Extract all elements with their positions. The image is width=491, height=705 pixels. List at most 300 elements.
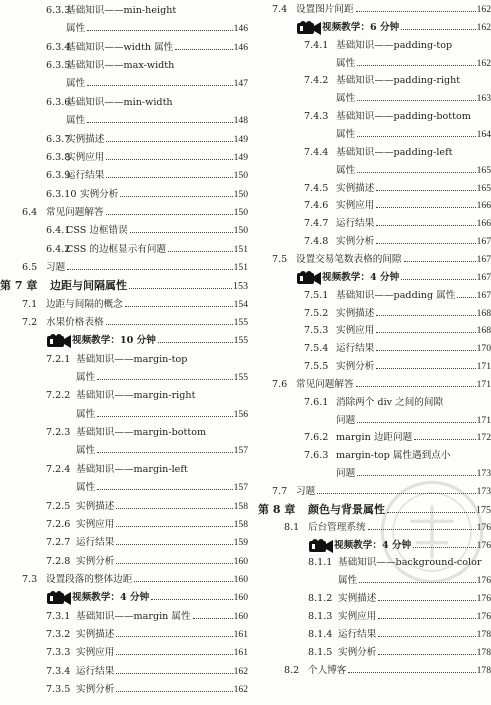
section-number: 7.4.8 xyxy=(304,236,329,248)
page-number: 167 xyxy=(476,289,491,301)
section-number: 8.1.3 xyxy=(308,610,333,622)
section-number: 7.4.5 xyxy=(304,182,329,194)
entry-title: 属性 xyxy=(338,575,358,587)
toc-entry[interactable] xyxy=(252,340,491,358)
toc-entry[interactable] xyxy=(252,108,491,126)
toc-entry[interactable] xyxy=(0,461,248,479)
toc-entry[interactable] xyxy=(0,94,248,112)
toc-entry[interactable] xyxy=(252,626,491,644)
section-number: 6.4.1 xyxy=(46,225,71,237)
dot-leader xyxy=(376,243,475,244)
toc-entry[interactable] xyxy=(0,351,248,369)
dot-leader xyxy=(359,582,475,583)
toc-entry-continuation[interactable] xyxy=(0,406,248,424)
entry-title: 后台管理系统 xyxy=(308,521,366,533)
page-number: 176 xyxy=(476,610,491,622)
entry-title: 基础知识——max-width xyxy=(66,60,175,72)
entry-title: 实例分析 xyxy=(76,684,115,695)
section-number: 6.3.5 xyxy=(46,60,71,72)
toc-entry-continuation[interactable] xyxy=(252,412,491,430)
toc-entry[interactable] xyxy=(252,144,491,162)
toc-entry[interactable] xyxy=(252,608,491,626)
toc-entry[interactable] xyxy=(252,519,491,537)
toc-entry[interactable] xyxy=(252,251,491,269)
toc-entry[interactable] xyxy=(252,447,491,465)
toc-entry-continuation[interactable] xyxy=(0,112,248,130)
section-number: 7.4.1 xyxy=(304,39,329,51)
page-number: 158 xyxy=(233,518,248,530)
entry-title: 基础知识——margin-top xyxy=(76,353,188,365)
section-number: 6.3.9 xyxy=(46,170,71,182)
section-number: 7.4.7 xyxy=(304,218,329,230)
toc-entry[interactable] xyxy=(0,424,248,442)
entry-title: 实例分析 xyxy=(336,236,375,248)
section-number: 6.5 xyxy=(22,261,38,273)
toc-entry[interactable] xyxy=(0,498,248,516)
entry-title: 运行结果 xyxy=(336,218,375,230)
page-number: 151 xyxy=(233,243,248,255)
page-number: 178 xyxy=(476,646,491,658)
entry-title: 颜色与背景属性 xyxy=(308,502,385,516)
entry-title: margin 边距问题 xyxy=(336,432,413,444)
dot-leader xyxy=(368,529,476,530)
toc-entry[interactable] xyxy=(0,222,248,240)
entry-title: 运行结果 xyxy=(76,537,115,549)
entry-title: 习题 xyxy=(46,261,66,273)
dot-leader xyxy=(378,618,475,619)
section-number: 6.3.3 xyxy=(46,5,71,16)
section-number: 7.3.5 xyxy=(46,684,71,695)
section-number: 7.2.8 xyxy=(46,555,71,567)
section-number: 7.2.6 xyxy=(46,518,71,530)
dot-leader xyxy=(378,654,475,655)
entry-title: 基础知识——margin-right xyxy=(76,390,196,402)
toc-entry[interactable] xyxy=(0,571,248,589)
dot-leader xyxy=(97,379,232,380)
section-number: 6.3.10 xyxy=(46,188,77,200)
page-number: 178 xyxy=(476,664,491,676)
toc-entry[interactable] xyxy=(252,37,491,55)
toc-entry[interactable] xyxy=(0,131,248,149)
toc-video-entry[interactable] xyxy=(252,19,491,37)
dot-leader xyxy=(401,29,475,30)
dot-leader xyxy=(376,332,475,333)
page-number: 157 xyxy=(233,482,248,494)
toc-entry[interactable] xyxy=(0,57,248,75)
entry-title: 属性 xyxy=(66,115,86,127)
entry-title: 实例分析 xyxy=(76,555,115,567)
toc-entry[interactable] xyxy=(0,553,248,571)
page-number: 151 xyxy=(233,261,248,273)
entry-title: 实例应用 xyxy=(338,610,377,622)
dot-leader xyxy=(106,324,233,325)
page-number: 148 xyxy=(233,115,248,127)
dot-leader xyxy=(193,618,233,619)
toc-entry[interactable] xyxy=(0,39,248,57)
page-number: 173 xyxy=(476,468,491,480)
page-number: 176 xyxy=(476,575,491,587)
section-number: 7.3.1 xyxy=(46,610,71,622)
toc-entry[interactable] xyxy=(252,662,491,680)
toc-entry[interactable] xyxy=(0,186,248,204)
page-number: 164 xyxy=(476,129,491,140)
section-number: 7.5.2 xyxy=(304,307,329,319)
toc-video-entry[interactable] xyxy=(252,269,491,287)
section-number: 7.2.1 xyxy=(46,353,71,365)
dot-leader xyxy=(87,85,232,86)
entry-title: 基础知识——background-color xyxy=(338,557,482,569)
dot-leader xyxy=(116,563,232,564)
section-number: 7.4.6 xyxy=(304,200,329,212)
entry-title: 常见问题解答 xyxy=(46,206,104,218)
dot-leader xyxy=(87,122,232,123)
toc-entry[interactable] xyxy=(0,663,248,681)
section-number: 7.6.3 xyxy=(304,450,329,462)
dot-leader xyxy=(356,386,476,387)
dot-leader xyxy=(376,207,475,208)
page-number: 175 xyxy=(476,504,491,516)
entry-title: 问题 xyxy=(336,468,356,480)
entry-title: 视频教学：4 分钟 xyxy=(72,592,150,604)
dot-leader xyxy=(106,141,232,142)
entry-title: 属性 xyxy=(76,482,96,494)
dot-leader xyxy=(97,489,232,490)
page-number: 160 xyxy=(233,573,248,585)
toc-chapter-heading[interactable] xyxy=(252,501,491,519)
toc-entry[interactable] xyxy=(252,233,491,251)
dot-leader xyxy=(168,251,232,252)
dot-leader xyxy=(357,100,475,101)
dot-leader xyxy=(414,439,475,440)
dot-leader xyxy=(376,315,475,316)
entry-title: 视频教学：10 分钟 xyxy=(72,335,156,347)
dot-leader xyxy=(356,11,476,12)
page-number: 178 xyxy=(476,628,491,640)
toc-entry[interactable] xyxy=(252,429,491,447)
dot-leader xyxy=(87,30,232,31)
toc-entry-continuation[interactable] xyxy=(252,90,491,108)
page-number: 168 xyxy=(476,325,491,337)
dot-leader xyxy=(97,452,232,453)
page-number: 170 xyxy=(476,343,491,355)
entry-title: 属性 xyxy=(66,78,86,90)
entry-title: 属性 xyxy=(76,445,96,457)
section-number: 7.5 xyxy=(272,253,288,265)
toc-entry[interactable] xyxy=(0,387,248,405)
section-number: 6.3.7 xyxy=(46,133,71,145)
dot-leader xyxy=(376,190,475,191)
section-number: 7.5.1 xyxy=(304,289,329,301)
entry-title: 实例应用 xyxy=(76,518,115,530)
page-number: 154 xyxy=(233,298,248,310)
dot-leader xyxy=(376,350,475,351)
section-number: 8.1.2 xyxy=(308,593,333,605)
dot-leader xyxy=(413,547,475,548)
dot-leader xyxy=(317,493,475,494)
entry-title: CSS 边框错误 xyxy=(66,225,128,237)
section-number: 7.5.3 xyxy=(304,325,329,337)
page-number: 176 xyxy=(476,593,491,605)
toc-chapter-heading[interactable] xyxy=(0,277,248,295)
entry-title: 常见问题解答 xyxy=(296,378,354,390)
page-number: 171 xyxy=(476,378,491,390)
page-number: 162 xyxy=(233,684,248,695)
dot-leader xyxy=(67,269,232,270)
entry-title: 消除两个 div 之间的间隙 xyxy=(336,396,444,408)
entry-title: 实例分析 xyxy=(336,361,375,372)
entry-title: 实例描述 xyxy=(338,593,377,605)
page-number: 149 xyxy=(233,133,248,145)
section-number: 7.2.2 xyxy=(46,390,71,402)
toc-entry[interactable] xyxy=(252,1,491,19)
dot-leader xyxy=(116,636,232,637)
entry-title: 实例应用 xyxy=(76,647,115,659)
video-camera-icon xyxy=(296,20,322,36)
entry-title: 实例分析 xyxy=(338,646,377,658)
section-number: 8.1.5 xyxy=(308,646,333,658)
video-camera-icon xyxy=(46,333,72,349)
page-number: 160 xyxy=(233,555,248,567)
dot-leader xyxy=(376,368,475,369)
toc-entry[interactable] xyxy=(252,358,491,376)
section-number: 6.3.8 xyxy=(46,151,71,163)
toc-entry-continuation[interactable] xyxy=(0,75,248,93)
toc-entry-continuation[interactable] xyxy=(0,20,248,38)
toc-entry[interactable] xyxy=(0,534,248,552)
toc-entry-continuation[interactable] xyxy=(0,369,248,387)
page-number: 161 xyxy=(233,628,248,640)
toc-entry[interactable] xyxy=(0,149,248,167)
page-number: 150 xyxy=(233,225,248,237)
toc-entry[interactable] xyxy=(252,197,491,215)
page-number: 150 xyxy=(233,170,248,182)
toc-video-entry[interactable] xyxy=(252,537,491,555)
section-number: 7.1 xyxy=(22,298,38,310)
entry-title: 基础知识——padding-right xyxy=(336,75,461,87)
dot-leader xyxy=(378,600,475,601)
entry-title: 运行结果 xyxy=(76,665,115,677)
entry-title: 基础知识——margin-left xyxy=(76,463,188,475)
toc-entry[interactable] xyxy=(0,681,248,699)
toc-entry-continuation[interactable] xyxy=(0,442,248,460)
page-number: 150 xyxy=(233,206,248,218)
section-number: 第 7 章 xyxy=(0,279,38,293)
entry-title: 实例描述 xyxy=(336,182,375,194)
page-number: 155 xyxy=(233,335,248,347)
section-number: 7.7 xyxy=(272,486,288,497)
section-number: 7.3.3 xyxy=(46,647,71,659)
page-number: 166 xyxy=(476,218,491,230)
toc-entry[interactable] xyxy=(252,322,491,340)
page-number: 157 xyxy=(233,445,248,457)
page-number: 167 xyxy=(476,236,491,248)
entry-title: 设置交易笔数表格的间隙 xyxy=(296,253,402,265)
toc-entry[interactable] xyxy=(252,644,491,662)
toc-entry[interactable] xyxy=(252,72,491,90)
toc-entry[interactable] xyxy=(252,215,491,233)
dot-leader xyxy=(97,416,232,417)
section-number: 8.1.4 xyxy=(308,628,333,640)
dot-leader xyxy=(457,297,475,298)
entry-title: 属性 xyxy=(336,164,356,176)
entry-title: 个人博客 xyxy=(308,664,347,676)
toc-entry[interactable] xyxy=(0,296,248,314)
dot-leader xyxy=(357,475,475,476)
dot-leader xyxy=(357,422,475,423)
video-camera-icon xyxy=(296,270,322,286)
section-number: 7.2.5 xyxy=(46,500,71,512)
toc-entry[interactable] xyxy=(252,287,491,305)
page-number: 150 xyxy=(233,188,248,200)
toc-entry[interactable] xyxy=(252,554,491,572)
section-number: 7.4.2 xyxy=(304,75,329,87)
section-number: 6.3.4 xyxy=(46,41,71,53)
entry-title: 实例描述 xyxy=(66,133,105,145)
toc-video-entry[interactable] xyxy=(0,332,248,350)
entry-title: 属性 xyxy=(336,93,356,105)
dot-leader xyxy=(404,261,476,262)
toc-entry[interactable] xyxy=(252,394,491,412)
toc-entry[interactable] xyxy=(252,376,491,394)
entry-title: 基础知识——padding-left xyxy=(336,146,453,158)
section-number: 7.2.4 xyxy=(46,463,71,475)
dot-leader xyxy=(116,544,232,545)
entry-title: 属性 xyxy=(336,129,356,140)
entry-title: 实例描述 xyxy=(336,307,375,319)
entry-title: 属性 xyxy=(336,57,356,69)
dot-leader xyxy=(129,288,232,289)
entry-title: 视频教学：4 分钟 xyxy=(334,539,412,551)
page-number: 167 xyxy=(476,271,491,283)
page-number: 162 xyxy=(233,665,248,677)
video-camera-icon xyxy=(308,538,334,554)
entry-title: 基础知识——min-height xyxy=(66,5,177,16)
dot-leader xyxy=(158,342,233,343)
toc-entry[interactable] xyxy=(0,259,248,277)
toc-entry[interactable] xyxy=(0,167,248,185)
page-number: 155 xyxy=(233,317,248,328)
dot-leader xyxy=(125,306,233,307)
toc-entry[interactable] xyxy=(252,483,491,501)
page-number: 165 xyxy=(476,182,491,194)
toc-entry-continuation[interactable] xyxy=(0,479,248,497)
section-number: 7.3.4 xyxy=(46,665,71,677)
toc-entry[interactable] xyxy=(0,204,248,222)
toc-entry[interactable] xyxy=(0,626,248,644)
entry-title: 实例应用 xyxy=(66,151,105,163)
entry-title: 问题 xyxy=(336,414,356,426)
toc-entry[interactable] xyxy=(252,180,491,198)
toc-entry[interactable] xyxy=(0,516,248,534)
entry-title: 运行结果 xyxy=(336,343,375,355)
video-camera-icon xyxy=(46,590,72,606)
section-number: 7.5.5 xyxy=(304,361,329,372)
entry-title: 属性 xyxy=(76,408,96,420)
dot-leader xyxy=(378,636,475,637)
entry-title: 实例描述 xyxy=(76,500,115,512)
section-number: 7.2.7 xyxy=(46,537,71,549)
section-number: 7.6.2 xyxy=(304,432,329,444)
entry-title: 基础知识——padding 属性 xyxy=(336,289,456,301)
toc-video-entry[interactable] xyxy=(0,589,248,607)
entry-title: 实例分析 xyxy=(80,188,119,200)
entry-title: 基础知识——padding-bottom xyxy=(336,111,471,123)
page-number: 160 xyxy=(233,592,248,604)
entry-title: 视频教学：6 分钟 xyxy=(322,21,400,33)
toc-entry-continuation[interactable] xyxy=(252,572,491,590)
section-number: 8.1 xyxy=(284,521,300,533)
section-number: 7.3.2 xyxy=(46,628,71,640)
page-number: 162 xyxy=(476,4,491,15)
section-number: 7.4.3 xyxy=(304,111,329,123)
section-number: 7.2 xyxy=(22,317,38,328)
toc-entry[interactable] xyxy=(0,608,248,626)
dot-leader xyxy=(116,508,232,509)
toc-entry[interactable] xyxy=(0,2,248,20)
section-number: 8.2 xyxy=(284,664,300,676)
toc-entry[interactable] xyxy=(252,590,491,608)
dot-leader xyxy=(175,49,232,50)
dot-leader xyxy=(106,177,232,178)
dot-leader xyxy=(357,65,475,66)
page-number: 159 xyxy=(233,537,248,549)
page-number: 162 xyxy=(476,57,491,69)
page-number: 167 xyxy=(476,253,491,265)
page-number: 173 xyxy=(476,486,491,497)
toc-entry-continuation[interactable] xyxy=(252,55,491,73)
dot-leader xyxy=(134,581,232,582)
dot-leader xyxy=(120,196,232,197)
entry-title: CSS 的边框显示有问题 xyxy=(66,243,167,255)
page-number: 147 xyxy=(233,78,248,90)
toc-entry[interactable] xyxy=(0,314,248,332)
entry-title: 实例应用 xyxy=(336,200,375,212)
toc-entry[interactable] xyxy=(252,305,491,323)
toc-entry-continuation[interactable] xyxy=(252,465,491,483)
dot-leader xyxy=(106,159,232,160)
dot-leader xyxy=(116,691,232,692)
page-number: 158 xyxy=(233,500,248,512)
toc-entry[interactable] xyxy=(0,644,248,662)
page-number: 156 xyxy=(233,408,248,420)
page-number: 161 xyxy=(233,647,248,659)
toc-entry-continuation[interactable] xyxy=(252,162,491,180)
page-number: 176 xyxy=(476,539,491,551)
entry-title: 属性 xyxy=(66,23,86,35)
dot-leader xyxy=(106,214,233,215)
dot-leader xyxy=(116,526,232,527)
toc-entry[interactable] xyxy=(0,241,248,259)
page-number: 168 xyxy=(476,307,491,319)
entry-title: 实例应用 xyxy=(336,325,375,337)
entry-title: margin-top 属性遇到点小 xyxy=(336,450,451,462)
page-number: 146 xyxy=(233,23,248,35)
page-number: 171 xyxy=(476,361,491,372)
entry-title: 视频教学：4 分钟 xyxy=(322,271,400,283)
section-number: 7.2.3 xyxy=(46,427,71,439)
entry-title: 边距与间隔属性 xyxy=(50,279,127,293)
entry-title: 属性 xyxy=(76,372,96,383)
entry-title: 基础知识——margin-bottom xyxy=(76,427,207,439)
dot-leader xyxy=(401,279,475,280)
toc-entry-continuation[interactable] xyxy=(252,126,491,144)
entry-title: 习题 xyxy=(296,486,316,497)
entry-title: 水果价格表格 xyxy=(46,317,104,328)
entry-title: 运行结果 xyxy=(66,170,105,182)
entry-title: 边距与间隔的概念 xyxy=(46,298,123,310)
entry-title: 基础知识——min-width xyxy=(66,96,173,108)
page-number: 160 xyxy=(233,610,248,622)
